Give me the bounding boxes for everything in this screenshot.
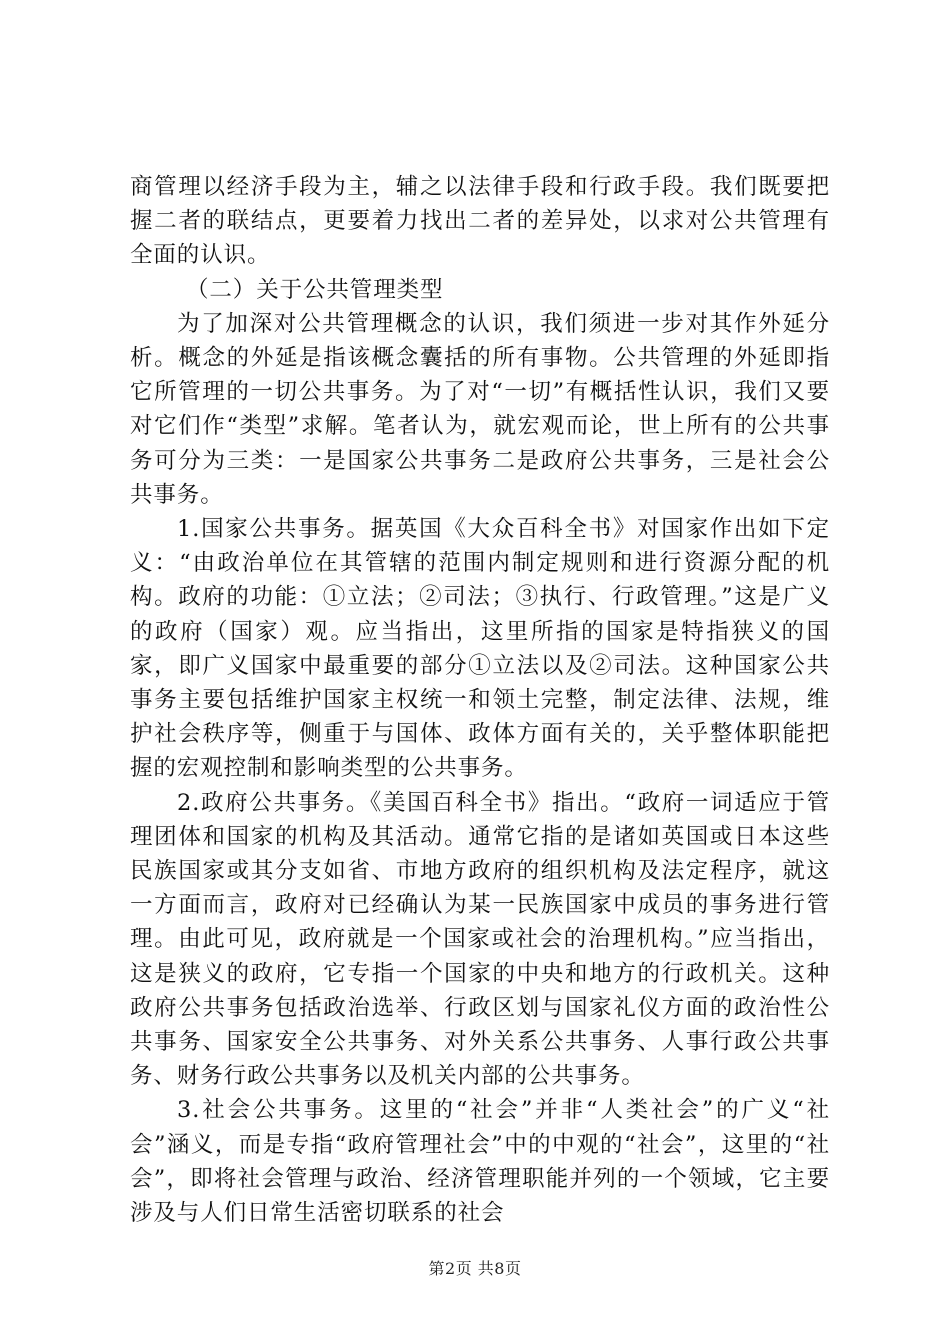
paragraph-social-affairs: 3.社会公共事务。这里的“社会”并非“人类社会”的广义“社会”涵义，而是专指“政府管理社会”中的中观的“社会”，这里的“社会”，即将社会管理与政治、经济管理职能并列的一个领域，它主要涉及与人们日常生活密切联系的社会 — [130, 1097, 830, 1227]
paragraph-continuation: 商管理以经济手段为主，辅之以法律手段和行政手段。我们既要把握二者的联结点，更要着力找出二者的差异处，以求对公共管理有全面的认识。 — [130, 174, 830, 269]
paragraph-intro: 为了加深对公共管理概念的认识，我们须进一步对其作外延分析。概念的外延是指该概念囊括的所有事物。公共管理的外延即指它所管理的一切公共事务。为了对“一切”有概括性认识，我们又要对它们作“类型”求解。笔者认为，就宏观而论，世上所有的公共事务可分为三类：一是国家公共事务二是政府公共事务，三是社会公共事务。 — [130, 310, 830, 508]
paragraph-government-affairs: 2.政府公共事务。《美国百科全书》指出。“政府一词适应于管理团体和国家的机构及其活动。通常它指的是诸如英国或日本这些民族国家或其分支如省、市地方政府的组织机构及法定程序，就这一方面而言，政府对已经确认为某一民族国家中成员的事务进行管理。由此可见，政府就是一个国家或社会的治理机构。”应当指出，这是狭义的政府，它专指一个国家的中央和地方的行政机关。这种政府公共事务包括政治选举、行政区划与国家礼仪方面的政治性公共事务、国家安全公共事务、对外关系公共事务、人事行政公共事务、财务行政公共事务以及机关内部的公共事务。 — [130, 789, 830, 1090]
document-body — [130, 170, 830, 1230]
paragraph-state-affairs: 1.国家公共事务。据英国《大众百科全书》对国家作出如下定义：“由政治单位在其管辖的范围内制定规则和进行资源分配的机构。政府的功能：①立法；②司法；③执行、行政管理。”这是广义的政府（国家）观。应当指出，这里所指的国家是特指狭义的国家，即广义国家中最重要的部分①立法以及②司法。这种国家公共事务主要包括维护国家主权统一和领土完整，制定法律、法规，维护社会秩序等，侧重于与国体、政体方面有关的，关乎整体职能把握的宏观控制和影响类型的公共事务。 — [130, 516, 830, 782]
page-footer: 第2页 共8页 — [428, 1259, 522, 1278]
section-heading: （二）关于公共管理类型 — [186, 276, 444, 303]
